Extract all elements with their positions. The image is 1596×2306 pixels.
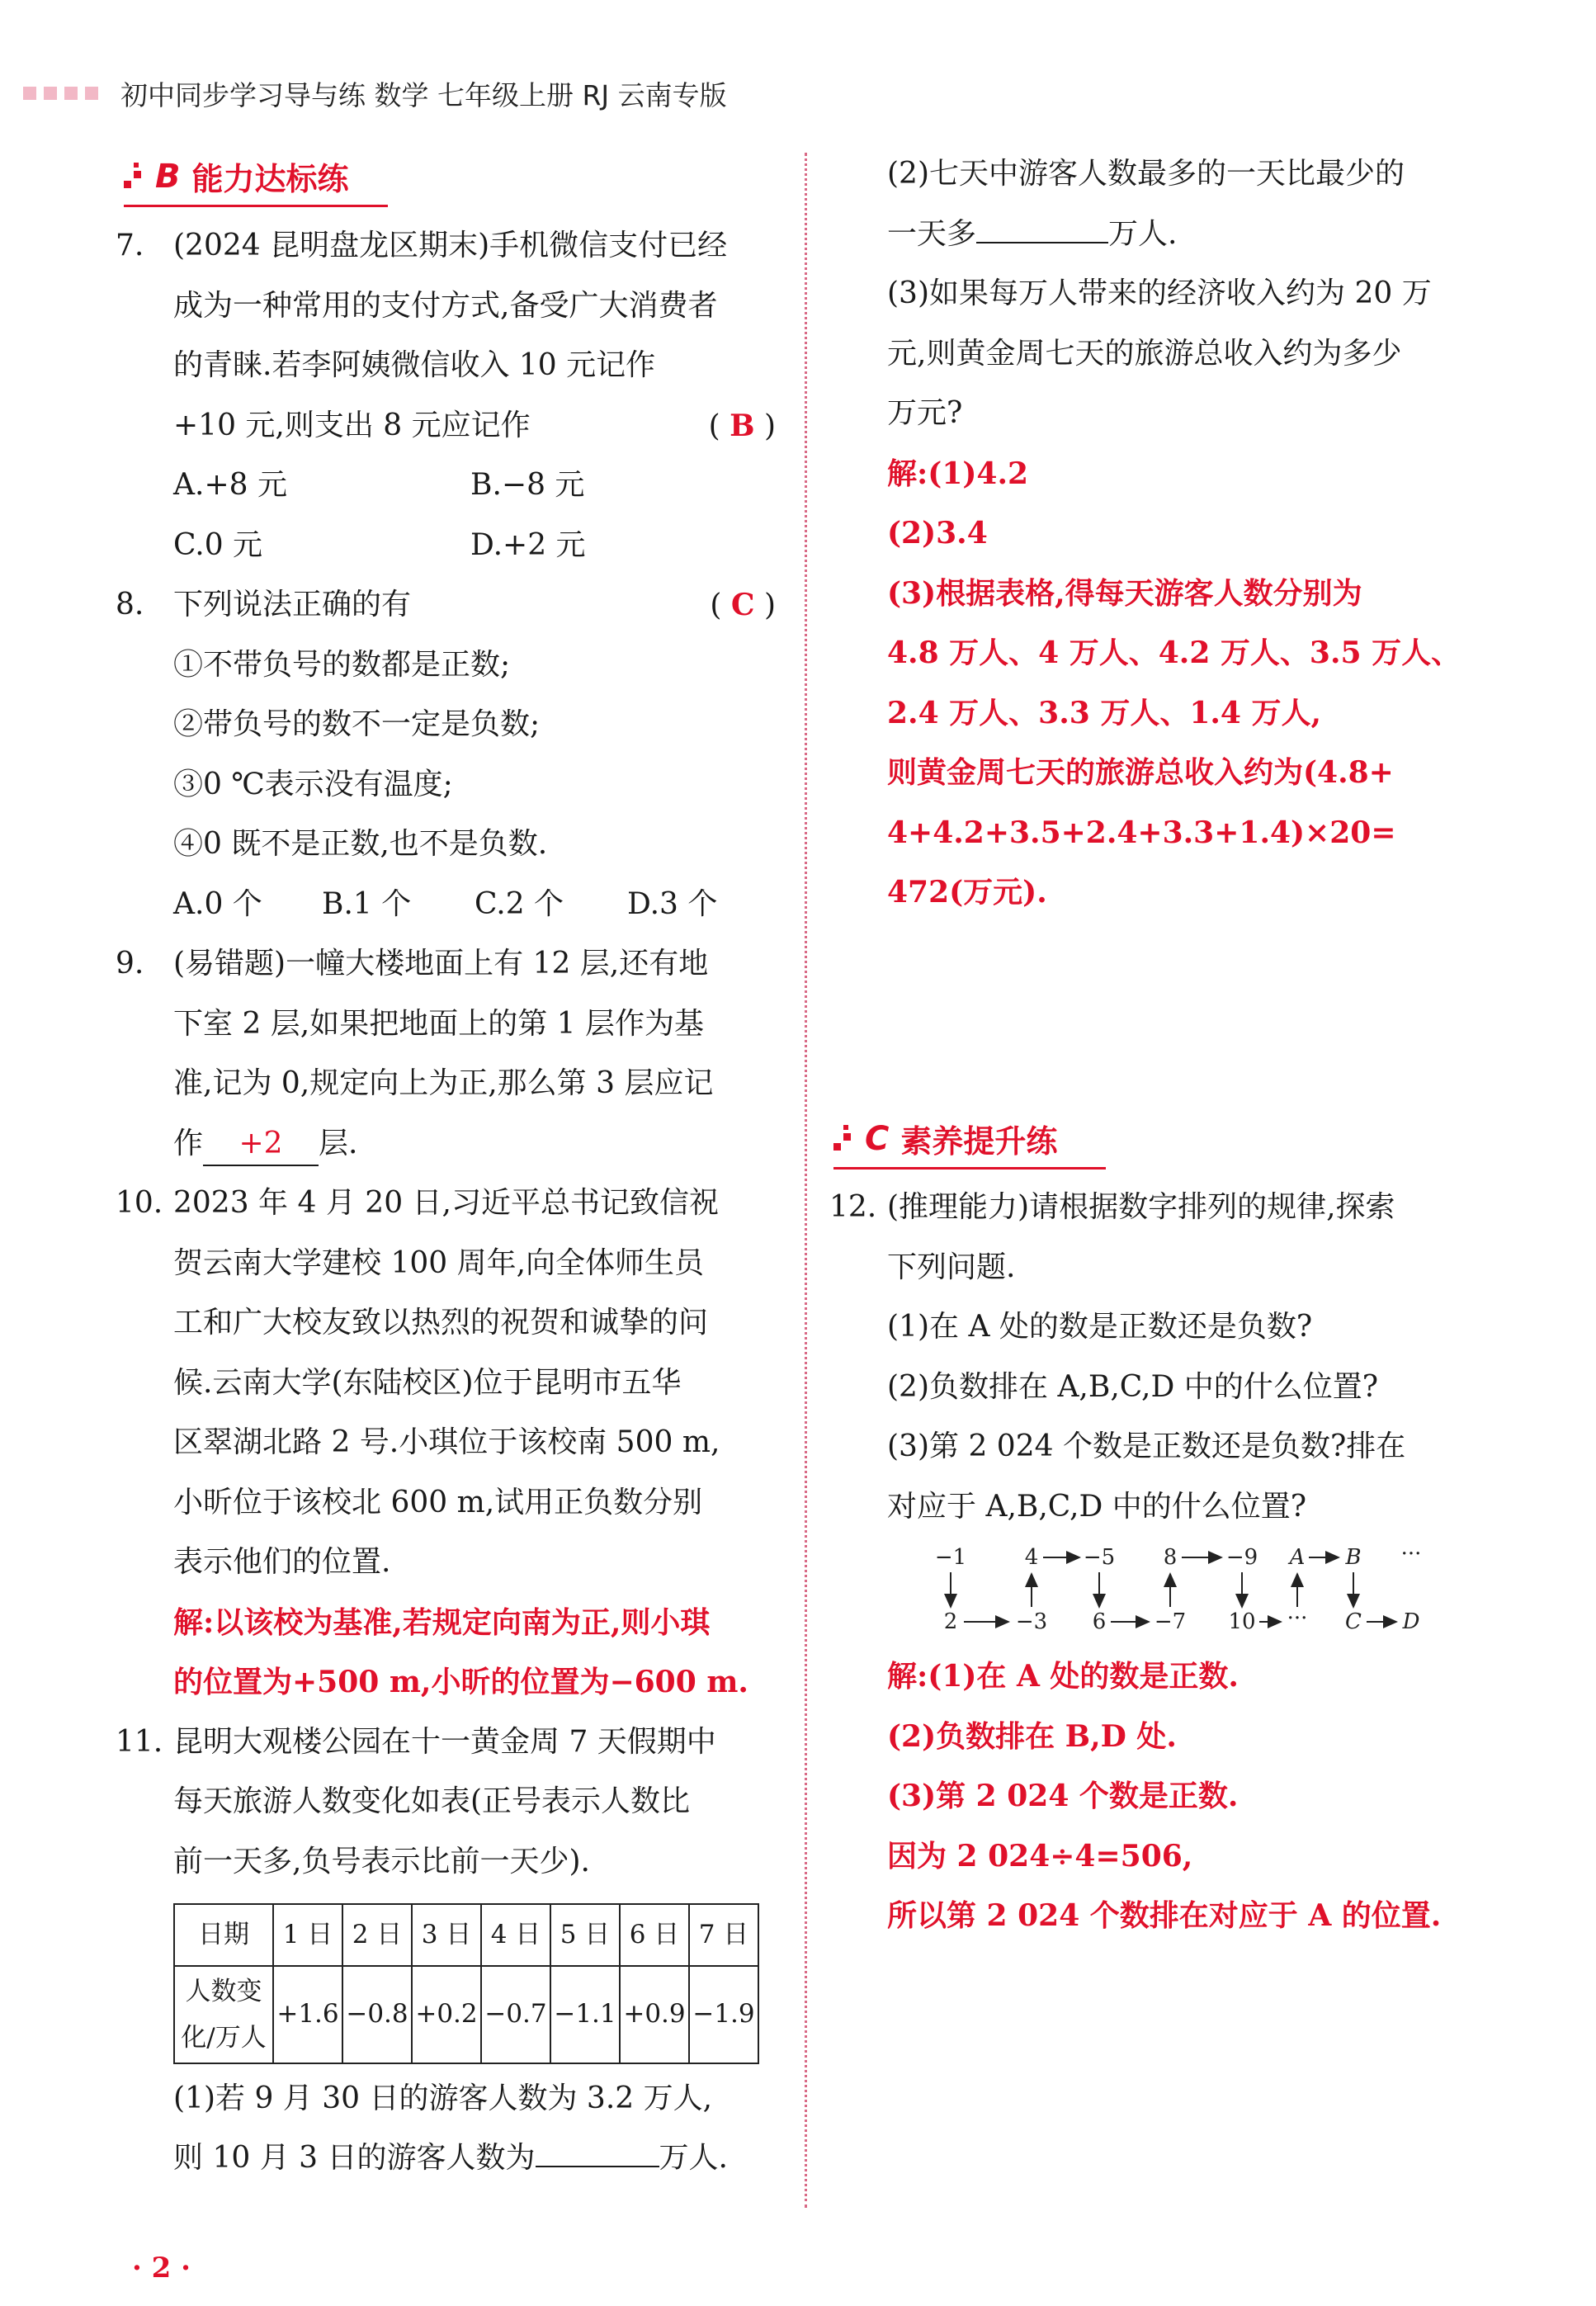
option: C.0 元 bbox=[173, 527, 263, 562]
section-mark-icon bbox=[833, 1125, 857, 1153]
table-row bbox=[174, 1904, 758, 1966]
text-fragment: 则 10 月 3 日的游客人数为 bbox=[173, 2141, 536, 2175]
text-line: (1)在 A 处的数是正数还是负数? bbox=[887, 1310, 1313, 1344]
cell-text: 人数变 bbox=[185, 1976, 262, 2006]
table-cell: 1 日 bbox=[273, 1904, 342, 1966]
stem: 下列说法正确的有 bbox=[173, 588, 412, 621]
table-cell: +0.9 bbox=[620, 1966, 689, 2063]
text-line: 工和广大校友致以热烈的祝贺和诚挚的问 bbox=[173, 1306, 709, 1340]
solution-line: 解:以该校为基准,若规定向南为正,则小琪 bbox=[173, 1604, 711, 1640]
question-number: 8. bbox=[116, 588, 144, 621]
text-fragment: 万人. bbox=[659, 2141, 728, 2175]
options bbox=[173, 516, 776, 576]
figure-number: 10 bbox=[1228, 1609, 1256, 1634]
page-header bbox=[23, 73, 727, 114]
option: B.1 个 bbox=[322, 886, 412, 921]
cell-text: 化/万人 bbox=[181, 2022, 267, 2053]
table-cell: 3 日 bbox=[412, 1904, 481, 1966]
figure-label: D bbox=[1402, 1609, 1420, 1634]
question-number: 10. bbox=[116, 1186, 163, 1220]
q12-solution bbox=[887, 1647, 1514, 1946]
text-line: 的青睐.若李阿姨微信收入 10 元记作 bbox=[173, 348, 656, 382]
text-line: 2023 年 4 月 20 日,习近平总书记致信祝 bbox=[173, 1186, 719, 1220]
table-cell: +0.2 bbox=[412, 1966, 481, 2063]
option: B.−8 元 bbox=[470, 468, 585, 502]
header-decor-square bbox=[85, 87, 98, 100]
figure-number: 4 bbox=[1024, 1545, 1039, 1570]
table-cell: 7 日 bbox=[689, 1904, 758, 1966]
number-pattern-figure bbox=[908, 1539, 1436, 1638]
text-line: 区翠湖北路 2 号.小琪位于该校南 500 m, bbox=[173, 1425, 720, 1459]
section-underline bbox=[124, 205, 388, 207]
text-line bbox=[173, 396, 776, 456]
table-header-cell bbox=[174, 1966, 273, 2063]
statement: ②带负号的数不一定是负数; bbox=[173, 707, 541, 741]
text-line: (2)七天中游客人数最多的一天比最少的 bbox=[887, 157, 1405, 191]
text-fragment: 万人. bbox=[1108, 216, 1178, 251]
solution-line: 4+4.2+3.5+2.4+3.3+1.4)×20= bbox=[887, 815, 1396, 850]
text-line: 成为一种常用的支付方式,备受广大消费者 bbox=[173, 288, 718, 323]
figure-label: B bbox=[1345, 1545, 1362, 1570]
figure-number: 6 bbox=[1092, 1609, 1107, 1634]
text-line: 准,记为 0,规定向上为正,那么第 3 层应记 bbox=[173, 1066, 714, 1100]
text-line bbox=[887, 205, 1498, 265]
section-title: 素养提升练 bbox=[900, 1123, 1058, 1160]
table-cell: 5 日 bbox=[550, 1904, 620, 1966]
solution-line: (2)负数排在 B,D 处. bbox=[887, 1718, 1177, 1754]
text-line: 候.云南大学(东陆校区)位于昆明市五华 bbox=[173, 1365, 682, 1400]
option: A.+8 元 bbox=[173, 468, 287, 502]
header-decor-square bbox=[44, 87, 57, 100]
question-7 bbox=[116, 216, 776, 575]
answer-choice: B bbox=[730, 408, 755, 443]
text-line: (易错题)一幢大楼地面上有 12 层,还有地 bbox=[173, 947, 709, 981]
answer-bracket: ( C ) bbox=[710, 588, 776, 622]
text-line bbox=[173, 575, 776, 636]
text-line: (推理能力)请根据数字排列的规律,探索 bbox=[887, 1190, 1395, 1224]
question-9 bbox=[116, 934, 776, 1174]
text-fragment: 一天多 bbox=[887, 216, 977, 251]
text-line: 万元? bbox=[887, 396, 963, 430]
section-underline bbox=[833, 1167, 1106, 1170]
option: D.3 个 bbox=[627, 886, 718, 921]
option: C.2 个 bbox=[475, 886, 564, 921]
table-cell: 4 日 bbox=[481, 1904, 550, 1966]
statement: ③0 ℃表示没有温度; bbox=[173, 767, 453, 801]
solution-line: 解:(1)在 A 处的数是正数. bbox=[887, 1659, 1239, 1694]
figure-ellipsis: ··· bbox=[1287, 1606, 1308, 1631]
text-line bbox=[173, 1114, 776, 1174]
table-row bbox=[174, 1966, 758, 2063]
figure-number: 8 bbox=[1163, 1545, 1178, 1570]
section-c-heading bbox=[833, 1116, 1057, 1161]
section-letter: B bbox=[155, 157, 181, 196]
section-mark-icon bbox=[124, 163, 147, 191]
figure-number: −1 bbox=[934, 1545, 967, 1570]
text-line: (1)若 9 月 30 日的游客人数为 3.2 万人, bbox=[173, 2081, 713, 2115]
table-cell: −0.7 bbox=[481, 1966, 550, 2063]
left-column bbox=[116, 216, 776, 2189]
solution-line: 则黄金周七天的旅游总收入约为(4.8+ bbox=[887, 755, 1394, 790]
text-line: (3)第 2 024 个数是正数还是负数?排在 bbox=[887, 1429, 1406, 1463]
text-line: 表示他们的位置. bbox=[173, 1545, 391, 1579]
header-decor-square bbox=[64, 87, 78, 100]
solution-line: 解:(1)4.2 bbox=[887, 456, 1029, 491]
question-number: 12. bbox=[829, 1190, 877, 1224]
solution-line: 2.4 万人、3.3 万人、1.4 万人, bbox=[887, 695, 1322, 730]
option: D.+2 元 bbox=[470, 527, 586, 562]
question-number: 9. bbox=[116, 947, 144, 981]
text-line-content: +10 元,则支出 8 元应记作 bbox=[173, 408, 531, 442]
figure-label: A bbox=[1289, 1545, 1306, 1570]
question-10 bbox=[116, 1174, 776, 1713]
text-line: (3)如果每万人带来的经济收入约为 20 万 bbox=[887, 276, 1432, 310]
solution-line: (3)根据表格,得每天游客人数分别为 bbox=[887, 575, 1362, 611]
text-line: 对应于 A,B,C,D 中的什么位置? bbox=[887, 1489, 1307, 1524]
text-fragment: 作 bbox=[173, 1126, 204, 1160]
header-decor-square bbox=[23, 87, 36, 100]
options bbox=[173, 875, 776, 935]
question-number: 11. bbox=[116, 1724, 163, 1759]
solution-line: 所以第 2 024 个数排在对应于 A 的位置. bbox=[887, 1898, 1442, 1933]
option: A.0 个 bbox=[173, 886, 262, 921]
text-fragment: 层. bbox=[319, 1126, 358, 1160]
column-divider bbox=[805, 153, 807, 2208]
text-line: (2024 昆明盘龙区期末)手机微信支付已经 bbox=[173, 229, 728, 262]
statement: ①不带负号的数都是正数; bbox=[173, 647, 511, 682]
text-line: 前一天多,负号表示比前一天少). bbox=[173, 1844, 590, 1878]
question-number: 7. bbox=[116, 229, 144, 262]
figure-number: 2 bbox=[943, 1609, 958, 1634]
table-cell: +1.6 bbox=[273, 1966, 342, 2063]
figure-label: C bbox=[1345, 1609, 1362, 1634]
figure-number: −3 bbox=[1015, 1609, 1048, 1634]
statement: ④0 既不是正数,也不是负数. bbox=[173, 827, 548, 861]
figure-number: −9 bbox=[1225, 1545, 1258, 1570]
question-11 bbox=[116, 1713, 776, 2189]
solution-line: 因为 2 024÷4=506, bbox=[887, 1838, 1193, 1874]
text-line: 贺云南大学建校 100 周年,向全体师生员 bbox=[173, 1245, 705, 1280]
text-line: 下室 2 层,如果把地面上的第 1 层作为基 bbox=[173, 1006, 705, 1041]
book-title: 初中同步学习导与练 数学 七年级上册 RJ 云南专版 bbox=[120, 78, 727, 111]
page-number: · 2 · bbox=[132, 2252, 191, 2285]
answer-blank bbox=[976, 242, 1108, 243]
section-title: 能力达标练 bbox=[191, 161, 349, 197]
answer-bracket: ( B ) bbox=[708, 408, 776, 443]
answer-choice: C bbox=[730, 588, 755, 622]
figure-number: −7 bbox=[1154, 1609, 1187, 1634]
text-line: 昆明大观楼公园在十一黄金周 7 天假期中 bbox=[173, 1724, 716, 1759]
section-b-heading bbox=[124, 154, 349, 199]
figure-number: −5 bbox=[1083, 1545, 1116, 1570]
table-cell: −1.9 bbox=[689, 1966, 758, 2063]
table-cell: −1.1 bbox=[550, 1966, 620, 2063]
solution-line: (3)第 2 024 个数是正数. bbox=[887, 1779, 1239, 1813]
table-cell: −0.8 bbox=[342, 1966, 412, 2063]
text-line: 小昕位于该校北 600 m,试用正负数分别 bbox=[173, 1485, 703, 1519]
question-12 bbox=[829, 1178, 1498, 1537]
text-line: 元,则黄金周七天的旅游总收入约为多少 bbox=[887, 336, 1402, 371]
solution-line: 4.8 万人、4 万人、4.2 万人、3.5 万人、 bbox=[887, 636, 1461, 670]
text-line: 下列问题. bbox=[887, 1250, 1016, 1284]
question-8 bbox=[116, 575, 776, 934]
figure-ellipsis: ··· bbox=[1400, 1542, 1422, 1566]
options bbox=[173, 456, 709, 516]
table-cell: 2 日 bbox=[342, 1904, 412, 1966]
solution-line: 472(万元). bbox=[887, 875, 1047, 910]
text-line bbox=[173, 2129, 776, 2189]
solution-line: (2)3.4 bbox=[887, 516, 988, 551]
solution-line: 的位置为+500 m,小昕的位置为−600 m. bbox=[173, 1665, 748, 1699]
text-line: 每天旅游人数变化如表(正号表示人数比 bbox=[173, 1784, 691, 1818]
section-letter: C bbox=[865, 1119, 890, 1158]
visitor-change-table bbox=[173, 1903, 759, 2064]
table-header-cell: 日期 bbox=[174, 1904, 273, 1966]
answer-blank: +2 bbox=[203, 1123, 319, 1166]
answer-blank bbox=[536, 2166, 659, 2167]
table-cell: 6 日 bbox=[620, 1904, 689, 1966]
text-line: (2)负数排在 A,B,C,D 中的什么位置? bbox=[887, 1369, 1379, 1404]
right-column bbox=[887, 144, 1498, 923]
